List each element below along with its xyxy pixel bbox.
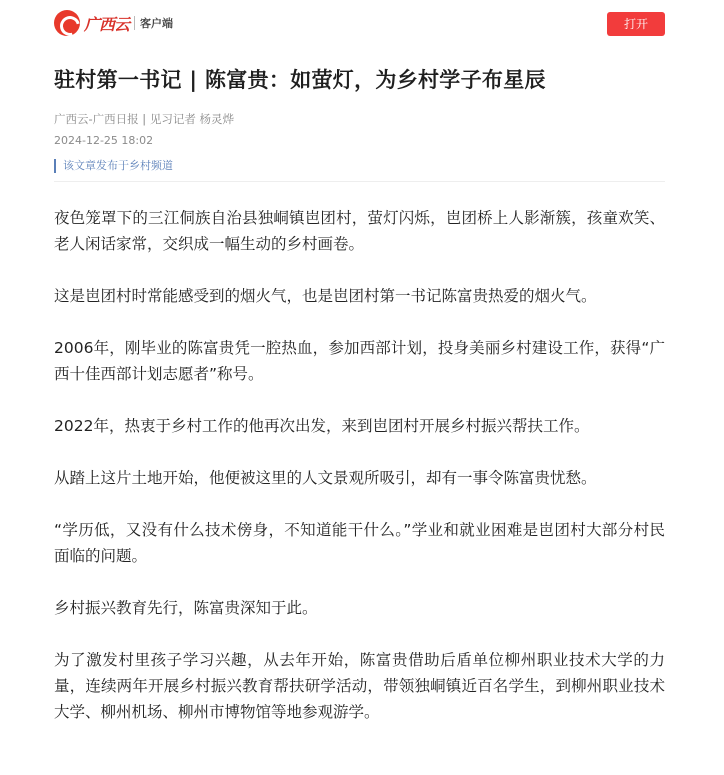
article-date: 2024-12-25 18:02 [54, 134, 154, 147]
article-paragraph: “学历低，又没有什么技术傍身，不知道能干什么。”学业和就业困难是岜团村大部分村民面临的问题。 [54, 521, 665, 565]
logo-subtitle: 客户端 [140, 17, 174, 30]
article-paragraph: 夜色笼罩下的三江侗族自治县独峒镇岜团村，萤灯闪烁，岜团桥上人影渐簇，孩童欢笑、老人闲话家常，交织成一幅生动的乡村画卷。 [54, 209, 665, 253]
article-source: 广西云-广西日报 | 见习记者 杨灵烨 [54, 112, 234, 126]
article [54, 62, 665, 751]
article-paragraph: 2022年，热衷于乡村工作的他再次出发，来到岜团村开展乡村振兴帮扶工作。 [54, 417, 590, 435]
article-body [54, 205, 665, 725]
logo-text: 广西云 [84, 14, 130, 34]
channel-link[interactable]: 该文章发布于乡村频道 [54, 159, 173, 173]
article-paragraph: 为了激发村里孩子学习兴趣，从去年开始，陈富贵借助后盾单位柳州职业技术大学的力量，连续两年开展乡村振兴教育帮扶研学活动，带领独峒镇近百名学生，到柳州职业技术大学、柳州机场、柳州市博物馆等地参观游学。 [54, 651, 665, 721]
logo-icon [54, 10, 80, 36]
logo-divider [134, 16, 135, 30]
article-title: 驻村第一书记 | 陈富贵：如萤灯，为乡村学子布星辰 [54, 68, 546, 92]
app-logo[interactable] [54, 9, 173, 37]
article-paragraph: 从踏上这片土地开始，他便被这里的人文景观所吸引，却有一事令陈富贵忧愁。 [54, 469, 597, 487]
open-app-button[interactable]: 打开 [607, 12, 665, 36]
article-paragraph: 乡村振兴教育先行，陈富贵深知于此。 [54, 599, 318, 617]
top-bar [0, 0, 724, 48]
meta-divider [54, 181, 665, 182]
article-paragraph: 2006年，刚毕业的陈富贵凭一腔热血，参加西部计划，投身美丽乡村建设工作，获得“广西十佳西部计划志愿者”称号。 [54, 339, 665, 383]
article-paragraph: 这是岜团村时常能感受到的烟火气，也是岜团村第一书记陈富贵热爱的烟火气。 [54, 287, 597, 305]
